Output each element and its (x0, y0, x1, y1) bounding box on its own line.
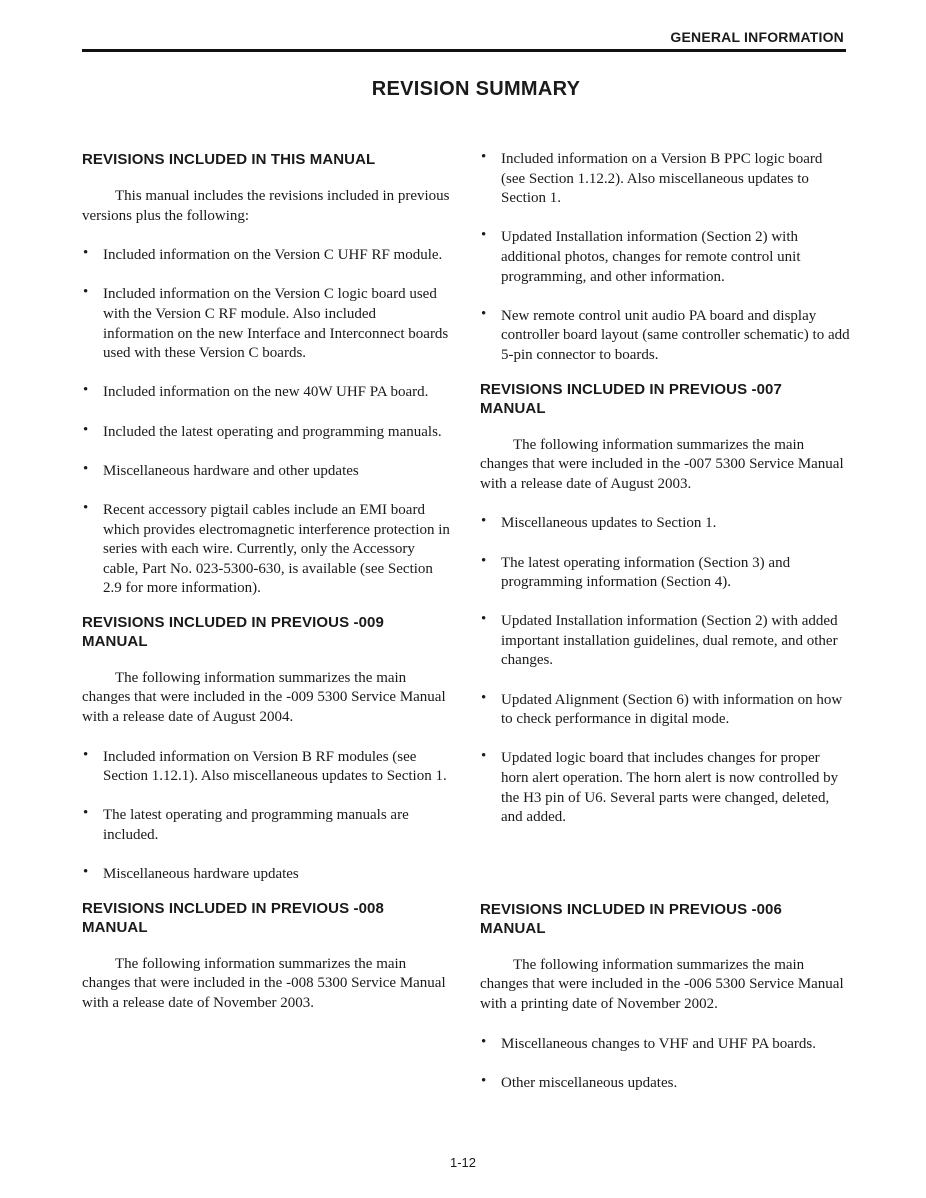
list-item (82, 383, 450, 403)
section-intro: This manual includes the revisions included in previous versions plus the following: (82, 188, 450, 224)
list-item-text: The latest operating information (Section 3) and programming information (Section 4). (501, 554, 791, 591)
list-item (480, 1074, 850, 1094)
section-intro: The following information summarizes the main changes that were included in the -006 5300 Service Manual with a printing date of November 2002. (480, 956, 844, 1012)
bullet-icon: • (83, 284, 89, 301)
list-item-text: Included information on a Version B PPC logic board (see Section 1.12.2). Also miscellaneous updates to Section 1. (501, 151, 823, 207)
list-item (480, 691, 850, 730)
bullet-list (82, 748, 450, 885)
bullet-icon: • (481, 689, 487, 706)
list-item-text: Included information on the Version C logic board used with the Version C RF module. Also included information on the new Interface and Interconnect boards used with these Version C boards. (103, 286, 449, 362)
list-item (82, 285, 450, 363)
list-item (480, 228, 850, 287)
list-item (82, 806, 450, 845)
bullet-icon: • (481, 1033, 487, 1050)
bullet-icon: • (481, 611, 487, 628)
list-item-text: New remote control unit audio PA board and display controller board layout (same controller schematic) to add 5-pin connector to boards. (501, 307, 850, 363)
bullet-icon: • (83, 746, 89, 763)
bullet-list (480, 1035, 850, 1094)
section-heading: REVISIONS INCLUDED IN PREVIOUS -007 MANUAL (480, 380, 782, 417)
list-item-text: Updated logic board that includes changes for proper horn alert operation. The horn alert is now controlled by the H3 pin of U6. Several parts were changed, deleted, and added. (501, 750, 839, 826)
section-heading: REVISIONS INCLUDED IN PREVIOUS -009 MANUAL (82, 613, 384, 650)
running-header: GENERAL INFORMATION (670, 29, 844, 45)
right-column (480, 150, 850, 1113)
list-item (480, 150, 850, 209)
bullet-icon: • (481, 305, 487, 322)
list-item (82, 748, 450, 787)
bullet-list (480, 150, 850, 366)
list-item (480, 514, 850, 534)
list-item (480, 612, 850, 671)
list-item-text: Included the latest operating and programming manuals. (103, 423, 442, 440)
section-heading: REVISIONS INCLUDED IN PREVIOUS -006 MANUAL (480, 900, 782, 937)
list-item-text: Miscellaneous updates to Section 1. (501, 515, 717, 532)
list-item-text: Included information on the Version C UHF RF module. (103, 247, 443, 264)
bullet-list (480, 514, 850, 828)
header-rule (82, 49, 846, 52)
list-item-text: Included information on Version B RF modules (see Section 1.12.1). Also miscellaneous updates to Section 1. (103, 748, 447, 785)
list-item (82, 501, 450, 599)
section-heading: REVISIONS INCLUDED IN THIS MANUAL (82, 151, 376, 168)
page-title: REVISION SUMMARY (371, 78, 581, 100)
bullet-list (82, 246, 450, 599)
list-item (480, 307, 850, 366)
left-column (82, 150, 450, 1034)
list-item-text: Other miscellaneous updates. (501, 1074, 678, 1091)
section-intro: The following information summarizes the main changes that were included in the -007 5300 Service Manual with a release date of August 2003. (480, 436, 844, 492)
list-item-text: Updated Alignment (Section 6) with information on how to check performance in digital mode. (501, 691, 843, 728)
list-item (480, 749, 850, 827)
list-item-text: The latest operating and programming manuals are included. (103, 807, 409, 844)
list-item (480, 554, 850, 593)
bullet-icon: • (481, 748, 487, 765)
list-item-text: Miscellaneous hardware updates (103, 866, 299, 883)
list-item-text: Recent accessory pigtail cables include an EMI board which provides electromagnetic interference protection in series with each wire. Currently, only the Accessory cable, Part No. 023-5300-630, is available (see Section 2.9 for more information). (103, 501, 450, 597)
list-item (82, 865, 450, 885)
bullet-icon: • (83, 382, 89, 399)
list-item-text: Updated Installation information (Section 2) with added important installation guidelines, dual remote, and other changes. (501, 613, 838, 669)
list-item (82, 423, 450, 443)
list-item-text: Updated Installation information (Section 2) with additional photos, changes for remote control unit programming, and other information. (501, 229, 801, 285)
page-number: 1-12 (449, 1155, 477, 1170)
list-item (82, 246, 450, 266)
bullet-icon: • (83, 460, 89, 477)
section-heading: REVISIONS INCLUDED IN PREVIOUS -008 MANUAL (82, 899, 384, 936)
list-item-text: Miscellaneous hardware and other updates (103, 462, 359, 479)
bullet-icon: • (481, 552, 487, 569)
section-intro: The following information summarizes the main changes that were included in the -009 5300 Service Manual with a release date of August 2004. (82, 669, 446, 726)
bullet-icon: • (83, 499, 89, 516)
bullet-icon: • (83, 245, 89, 262)
bullet-icon: • (481, 1072, 487, 1089)
list-item-text: Included information on the new 40W UHF PA board. (103, 384, 429, 401)
bullet-icon: • (83, 421, 89, 438)
bullet-icon: • (481, 513, 487, 530)
bullet-icon: • (83, 805, 89, 822)
list-item-text: Miscellaneous changes to VHF and UHF PA boards. (501, 1035, 816, 1052)
bullet-icon: • (481, 149, 487, 165)
bullet-icon: • (481, 227, 487, 244)
bullet-icon: • (83, 864, 89, 881)
list-item (480, 1035, 850, 1055)
list-item (82, 462, 450, 482)
section-intro: The following information summarizes the main changes that were included in the -008 5300 Service Manual with a release date of November 2003. (82, 955, 446, 1011)
